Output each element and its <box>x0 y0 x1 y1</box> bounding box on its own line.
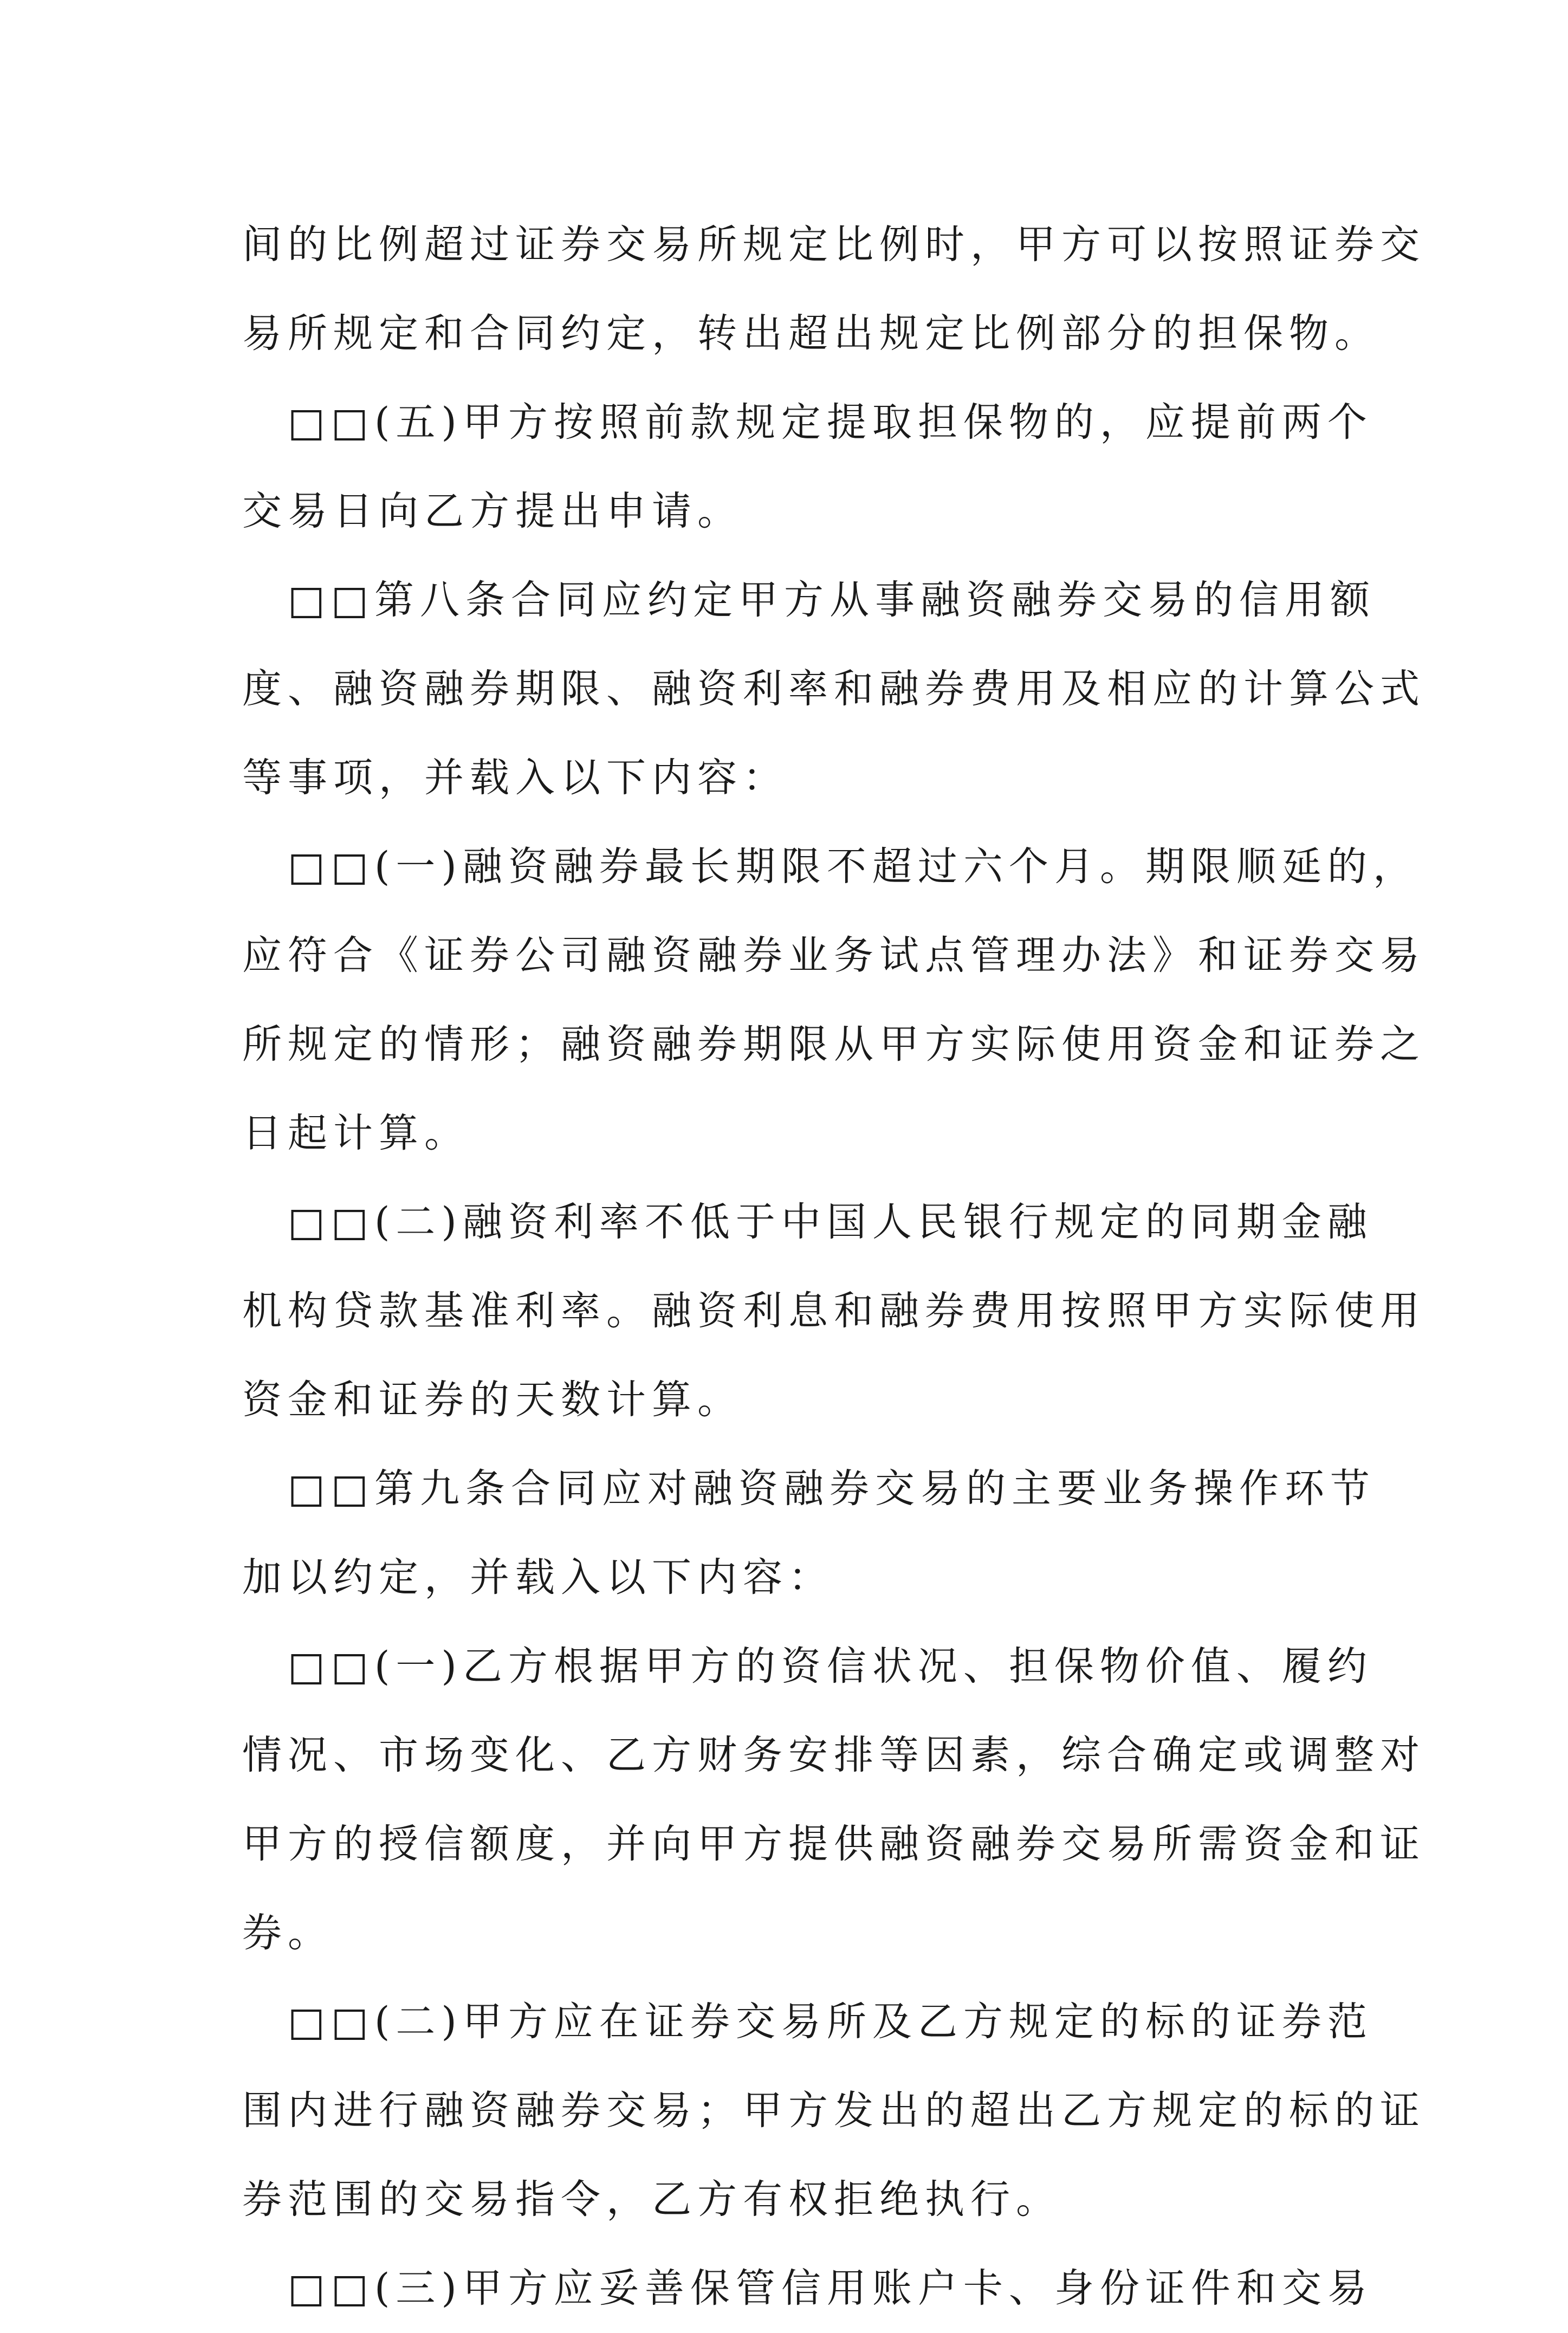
text-line: □□(二)融资利率不低于中国人民银行规定的同期金融 <box>242 1199 1373 1245</box>
text-line: 应符合《证券公司融资融券业务试点管理办法》和证券交易 <box>242 932 1426 978</box>
text-line: 间的比例超过证券交易所规定比例时，甲方可以按照证券交 <box>242 222 1426 268</box>
document-body <box>242 200 1426 2333</box>
text-line: 加以约定，并载入以下内容： <box>242 1554 834 1600</box>
text-line: □□(一)融资融券最长期限不超过六个月。期限顺延的， <box>242 844 1418 890</box>
text-line: 资金和证券的天数计算。 <box>242 1377 743 1423</box>
text-line: □□第九条合同应对融资融券交易的主要业务操作环节 <box>242 1466 1376 1512</box>
text-line: 等事项，并载入以下内容： <box>242 755 788 801</box>
text-line: □□(五)甲方按照前款规定提取担保物的，应提前两个 <box>242 399 1373 445</box>
text-line: 度、融资融券期限、融资利率和融券费用及相应的计算公式 <box>242 666 1426 712</box>
text-line: □□(一)乙方根据甲方的资信状况、担保物价值、履约 <box>242 1643 1373 1689</box>
text-line: 券范围的交易指令，乙方有权拒绝执行。 <box>242 2176 1061 2222</box>
text-line: 所规定的情形；融资融券期限从甲方实际使用资金和证券之 <box>242 1021 1426 1067</box>
text-line: □□第八条合同应约定甲方从事融资融券交易的信用额 <box>242 577 1376 623</box>
text-line: 围内进行融资融券交易；甲方发出的超出乙方规定的标的证 <box>242 2088 1426 2134</box>
text-line: 券。 <box>242 1910 333 1956</box>
text-line: 甲方的授信额度，并向甲方提供融资融券交易所需资金和证 <box>242 1821 1426 1867</box>
text-line: 易所规定和合同约定，转出超出规定比例部分的担保物。 <box>242 310 1380 357</box>
text-line: 情况、市场变化、乙方财务安排等因素，综合确定或调整对 <box>242 1732 1426 1778</box>
text-line: 交易日向乙方提出申请。 <box>242 488 743 534</box>
text-line: □□(三)甲方应妥善保管信用账户卡、身份证件和交易 <box>242 2265 1373 2311</box>
text-line: 机构贷款基准利率。融资利息和融券费用按照甲方实际使用 <box>242 1288 1426 1334</box>
text-line: □□(二)甲方应在证券交易所及乙方规定的标的证券范 <box>242 1999 1373 2045</box>
text-line: 日起计算。 <box>242 1110 470 1156</box>
